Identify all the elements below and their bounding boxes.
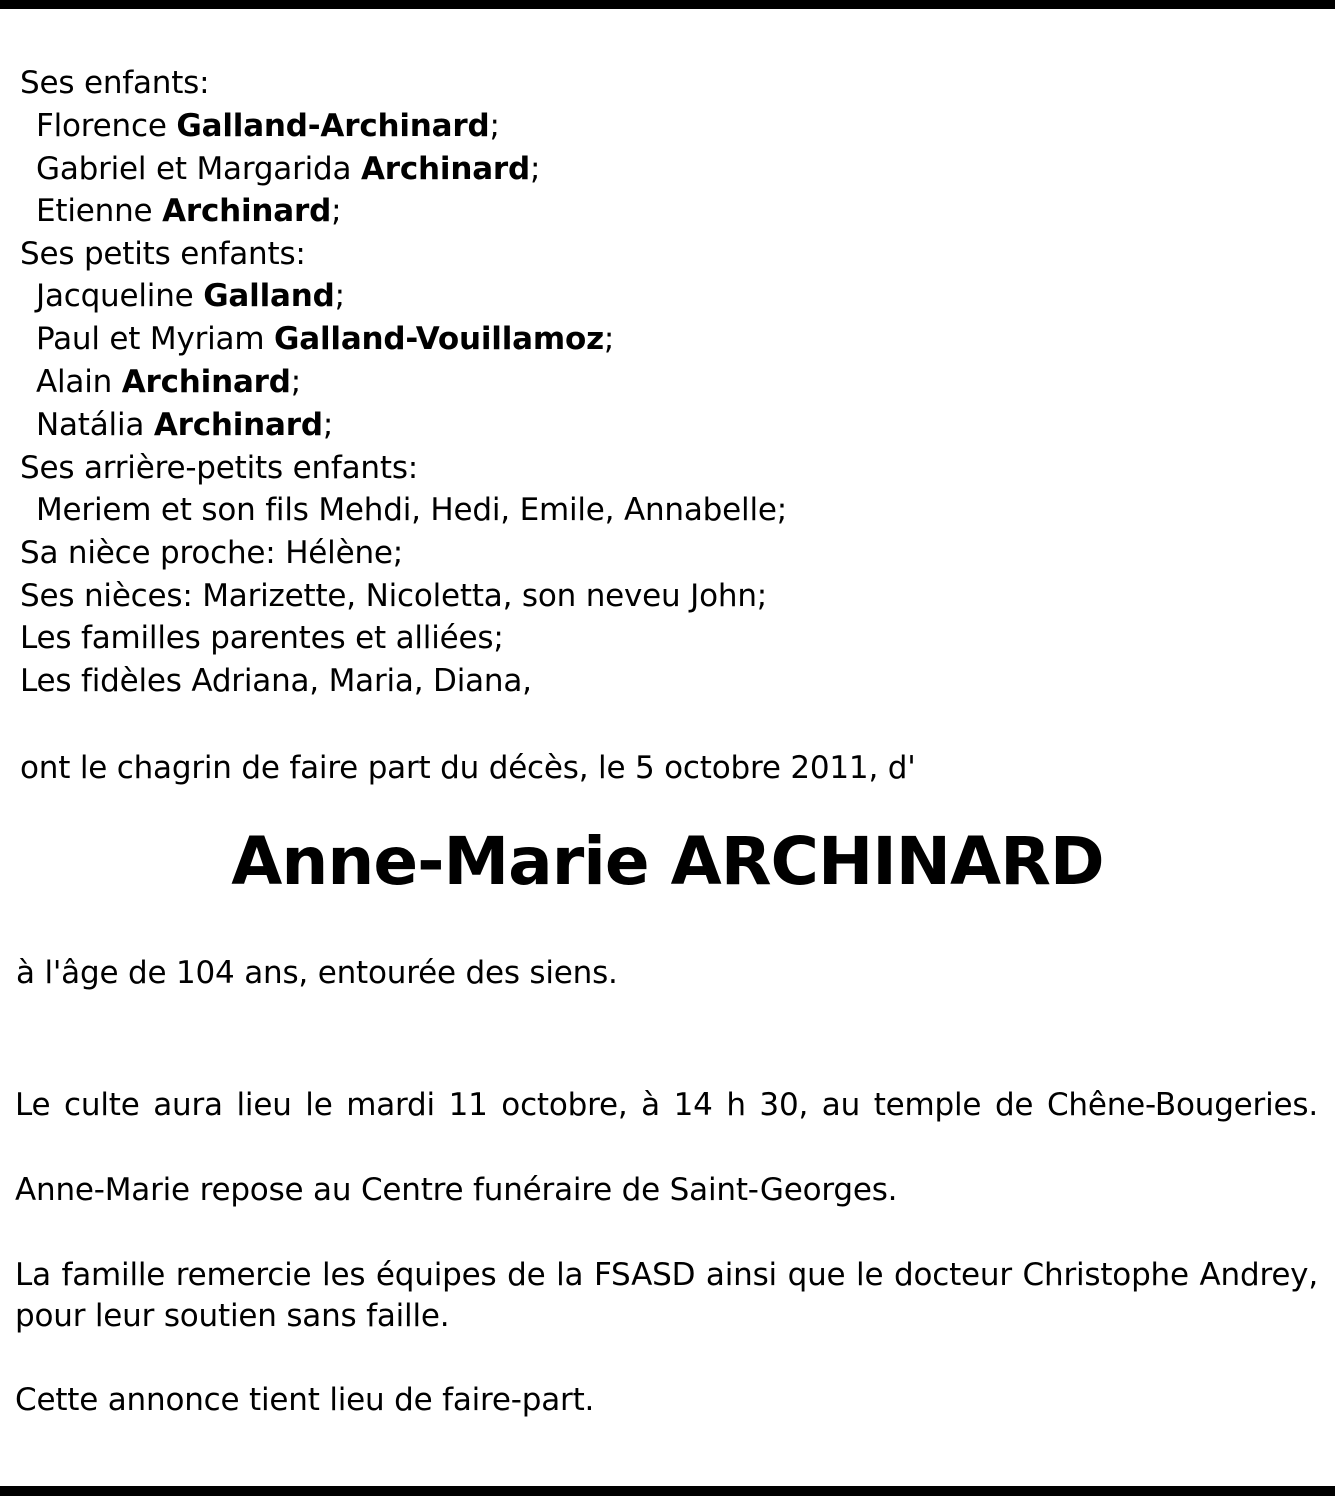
rest-line: Anne-Marie repose au Centre funéraire de Saint-Georges. — [15, 1172, 898, 1208]
nieces-line: Ses nièces: Marizette, Nicoletta, son neveu John; — [20, 578, 768, 614]
child-entry: Etienne Archinard; — [36, 193, 342, 229]
service-line: Le culte aura lieu le mardi 11 octobre, à 14 h 30, au temple de Chêne-Bougeries. — [15, 1087, 1318, 1123]
grandchild-entry: Paul et Myriam Galland-Vouillamoz; — [36, 321, 615, 357]
age-line: à l'âge de 104 ans, entourée des siens. — [16, 955, 618, 991]
thanks-line-1: La famille remercie les équipes de la FSASD ainsi que le docteur Christophe Andrey, — [15, 1257, 1318, 1293]
great-grandchildren-entry: Meriem et son fils Mehdi, Hedi, Emile, Annabelle; — [36, 492, 787, 528]
closing-line: Cette annonce tient lieu de faire-part. — [15, 1382, 595, 1418]
grandchildren-heading: Ses petits enfants: — [20, 236, 306, 272]
great-grandchildren-heading: Ses arrière-petits enfants: — [20, 450, 419, 486]
niece-close-line: Sa nièce proche: Hélène; — [20, 535, 404, 571]
child-entry: Gabriel et Margarida Archinard; — [36, 151, 541, 187]
faithful-line: Les fidèles Adriana, Maria, Diana, — [20, 663, 532, 699]
grandchild-entry: Natália Archinard; — [36, 407, 334, 443]
child-entry: Florence Galland-Archinard; — [36, 108, 500, 144]
thanks-line-2: pour leur soutien sans faille. — [15, 1298, 450, 1334]
grandchild-entry: Alain Archinard; — [36, 364, 302, 400]
announcement-line: ont le chagrin de faire part du décès, le 5 octobre 2011, d' — [20, 750, 916, 786]
relatives-line: Les familles parentes et alliées; — [20, 620, 504, 656]
bottom-rule — [0, 1486, 1335, 1496]
children-heading: Ses enfants: — [20, 65, 210, 101]
deceased-name: Anne-Marie ARCHINARD — [231, 823, 1104, 900]
top-rule — [0, 0, 1335, 9]
grandchild-entry: Jacqueline Galland; — [36, 278, 345, 314]
